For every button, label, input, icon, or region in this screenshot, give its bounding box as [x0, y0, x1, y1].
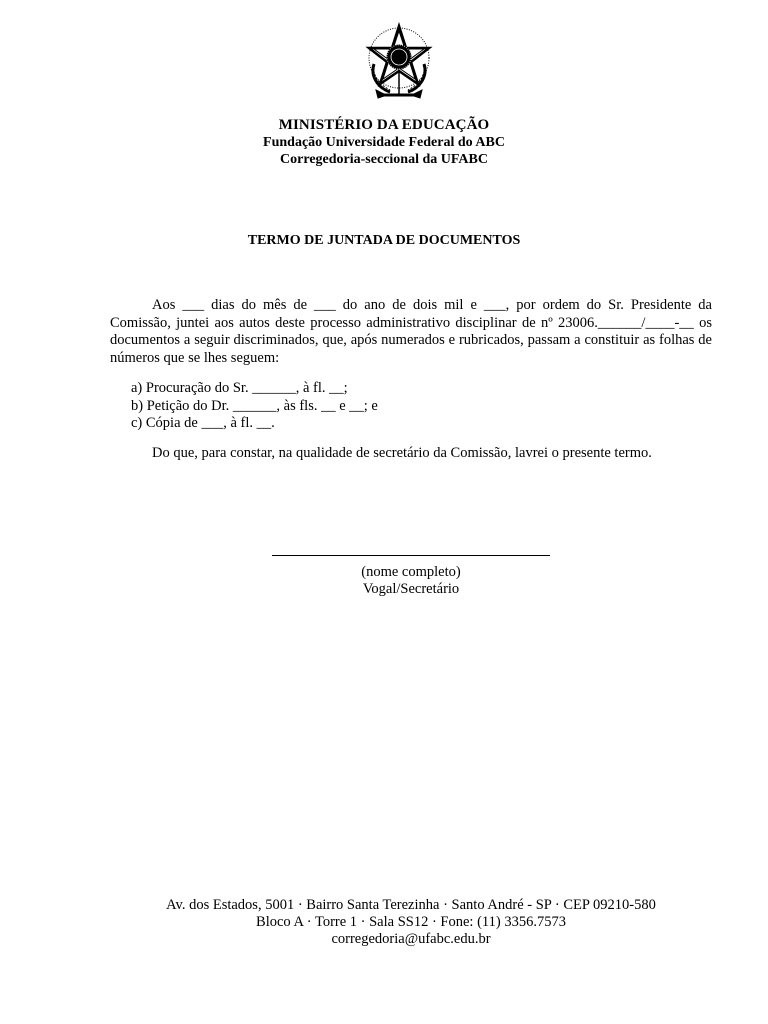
closing-paragraph: Do que, para constar, na qualidade de secretário da Comissão, lavrei o presente termo. [152, 445, 652, 461]
brazil-coat-of-arms-icon [360, 20, 438, 102]
signature-role: Vogal/Secretário [362, 581, 460, 597]
signature-name: (nome completo) [361, 564, 461, 580]
footer [0, 897, 768, 948]
foundation-name: Fundação Universidade Federal do ABC [263, 135, 505, 150]
list-item: b) Petição do Dr. ______, às fls. __ e __; e [131, 397, 378, 414]
signature-block [0, 543, 768, 598]
office-name: Corregedoria-seccional da UFABC [280, 152, 488, 167]
signature-line [272, 543, 550, 556]
list-item: c) Cópia de ___, à fl. __. [131, 415, 275, 431]
footer-building: Bloco A · Torre 1 · Sala SS12 · Fone: (11) 3356.7573 [256, 914, 566, 930]
footer-email: corregedoria@ufabc.edu.br [331, 931, 491, 947]
document-title: TERMO DE JUNTADA DE DOCUMENTOS [247, 233, 521, 248]
letterhead [0, 116, 768, 168]
footer-address: Av. dos Estados, 5001 · Bairro Santa Terezinha · Santo André - SP · CEP 09210-580 [166, 897, 656, 913]
list-item: a) Procuração do Sr. ______, à fl. __; [131, 380, 348, 396]
ministry-name: MINISTÉRIO DA EDUCAÇÃO [278, 117, 490, 133]
document-list [131, 380, 378, 433]
body-paragraph: Aos ___ dias do mês de ___ do ano de dois mil e ___, por ordem do Sr. Presidente da Comissão, juntei aos autos deste processo administrativo disciplinar de nº 23006.______/____-__ os documentos a seguir discriminados, que, após numerados e rubricados, passam a constituir as folhas de números que se lhes seguem: [110, 297, 712, 366]
